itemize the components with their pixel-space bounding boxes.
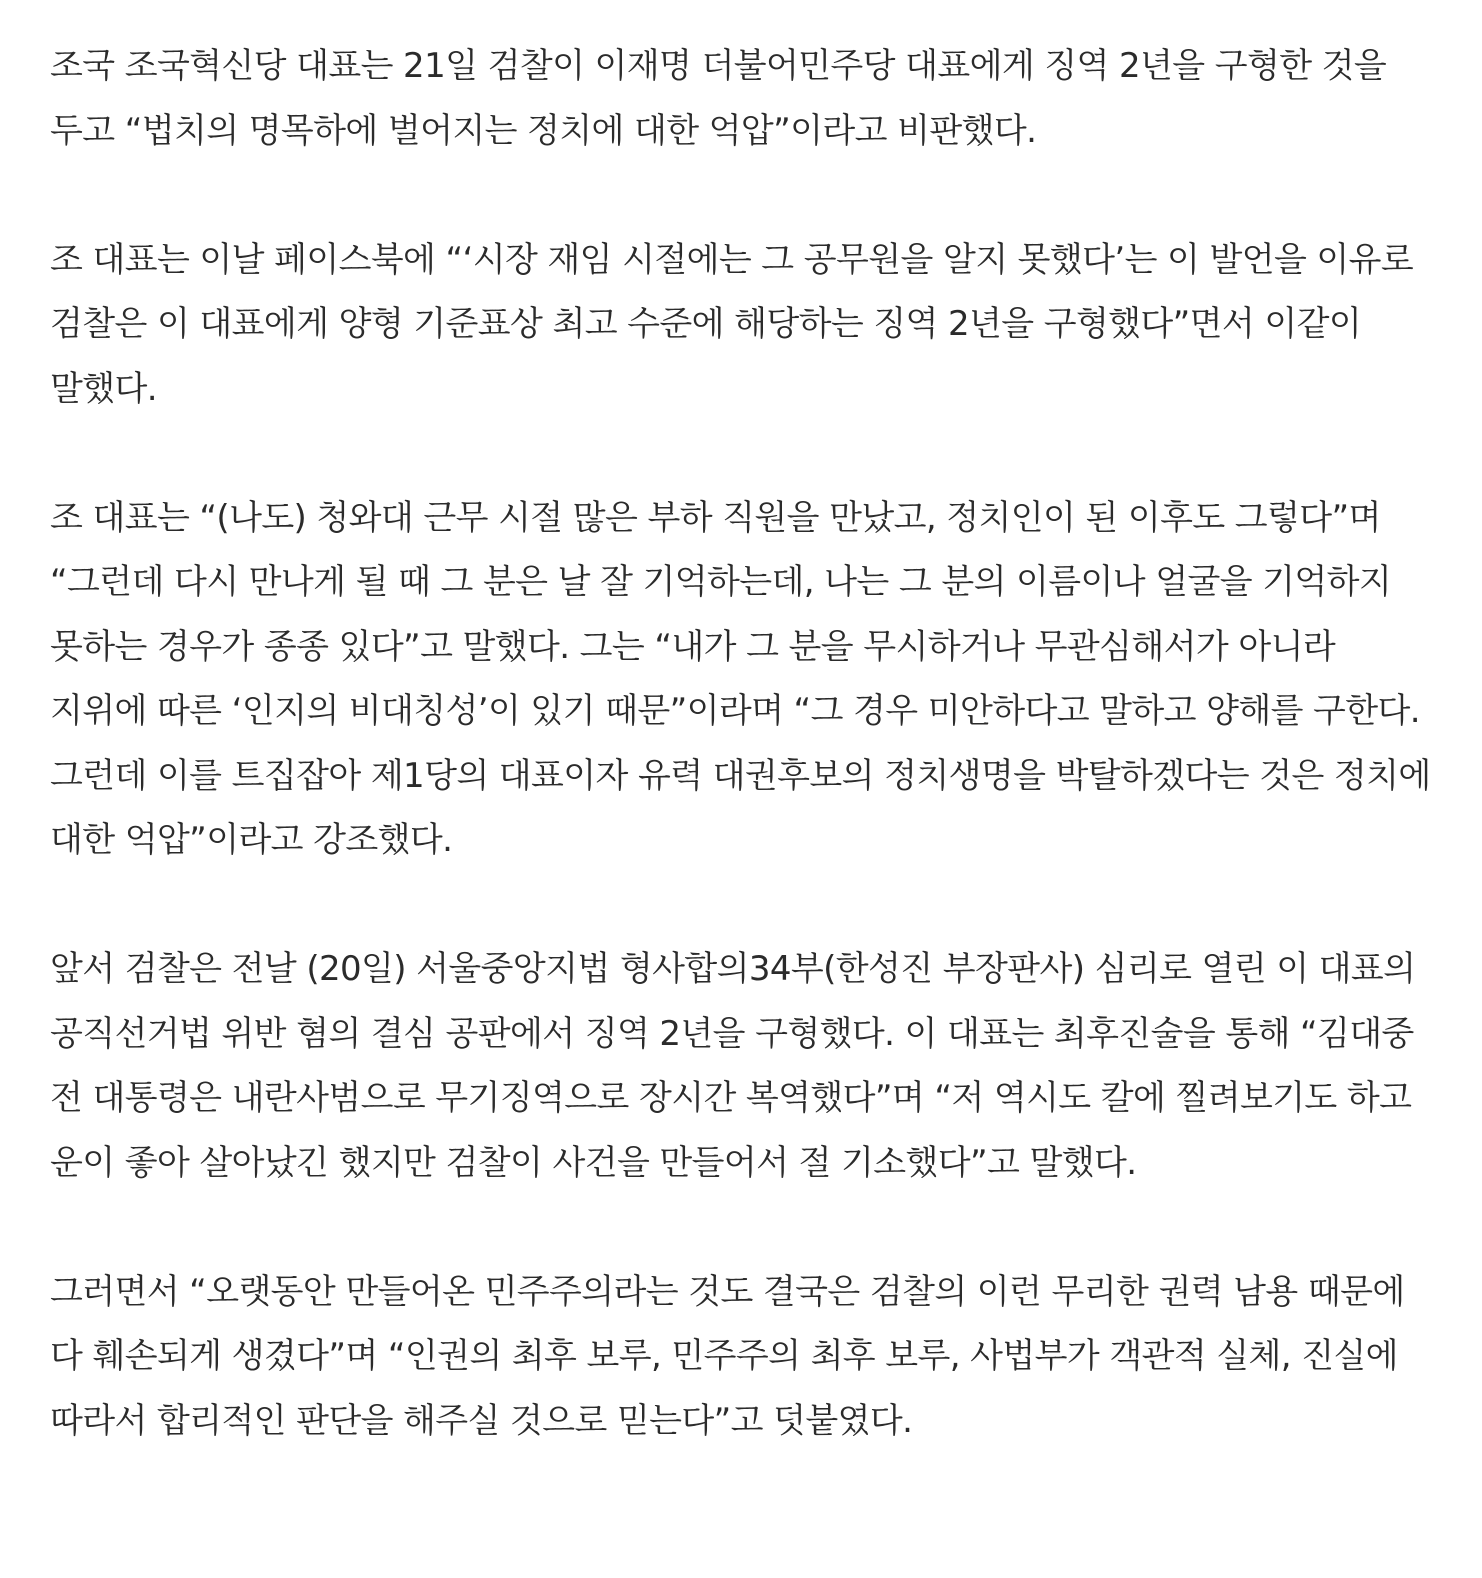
article-paragraph-2: 조 대표는 이날 페이스북에 “‘시장 재임 시절에는 그 공무원을 알지 못했다’는 이 발언을 이유로 검찰은 이 대표에게 양형 기준표상 최고 수준에 해당하는 징역 2년을 구형했다”면서 이같이 말했다.	[50, 239, 1414, 409]
article-paragraph-3: 조 대표는 “(나도) 청와대 근무 시절 많은 부하 직원을 만났고, 정치인이 된 이후도 그렇다”며 “그런데 다시 만나게 될 때 그 분은 날 잘 기억하는데, 나는 그 분의 이름이나 얼굴을 기억하지 못하는 경우가 종종 있다”고 말했다. 그는 “내가 그 분을 무시하거나 무관심해서가 아니라 지위에 따른 ‘인지의 비대칭성’이 있기 때문”이라며 “그 경우 미안하다고 말하고 양해를 구한다. 그런데 이를 트집잡아 제1당의 대표이자 유력 대권후보의 정치생명을 박탈하겠다는 것은 정치에 대한 억압”이라고 강조했다.	[50, 497, 1431, 860]
article-paragraph-4: 앞서 검찰은 전날 (20일) 서울중앙지법 형사합의34부(한성진 부장판사) 심리로 열린 이 대표의 공직선거법 위반 혐의 결심 공판에서 징역 2년을 구형했다. 이 대표는 최후진술을 통해 “김대중 전 대통령은 내란사범으로 무기징역으로 장시간 복역했다”며 “저 역시도 칼에 찔려보기도 하고 운이 좋아 살아났긴 했지만 검찰이 사건을 만들어서 절 기소했다”고 말했다.	[50, 949, 1416, 1183]
article-paragraph-1: 조국 조국혁신당 대표는 21일 검찰이 이재명 더불어민주당 대표에게 징역 2년을 구형한 것을 두고 “법치의 명목하에 벌어지는 정치에 대한 억압”이라고 비판했다.	[50, 46, 1387, 151]
article-paragraph-5: 그러면서 “오랫동안 만들어온 민주주의라는 것도 결국은 검찰의 이런 무리한 권력 남용 때문에 다 훼손되게 생겼다”며 “인권의 최후 보루, 민주주의 최후 보루, 사법부가 객관적 실체, 진실에 따라서 합리적인 판단을 해주실 것으로 믿는다”고 덧붙였다.	[50, 1271, 1405, 1441]
